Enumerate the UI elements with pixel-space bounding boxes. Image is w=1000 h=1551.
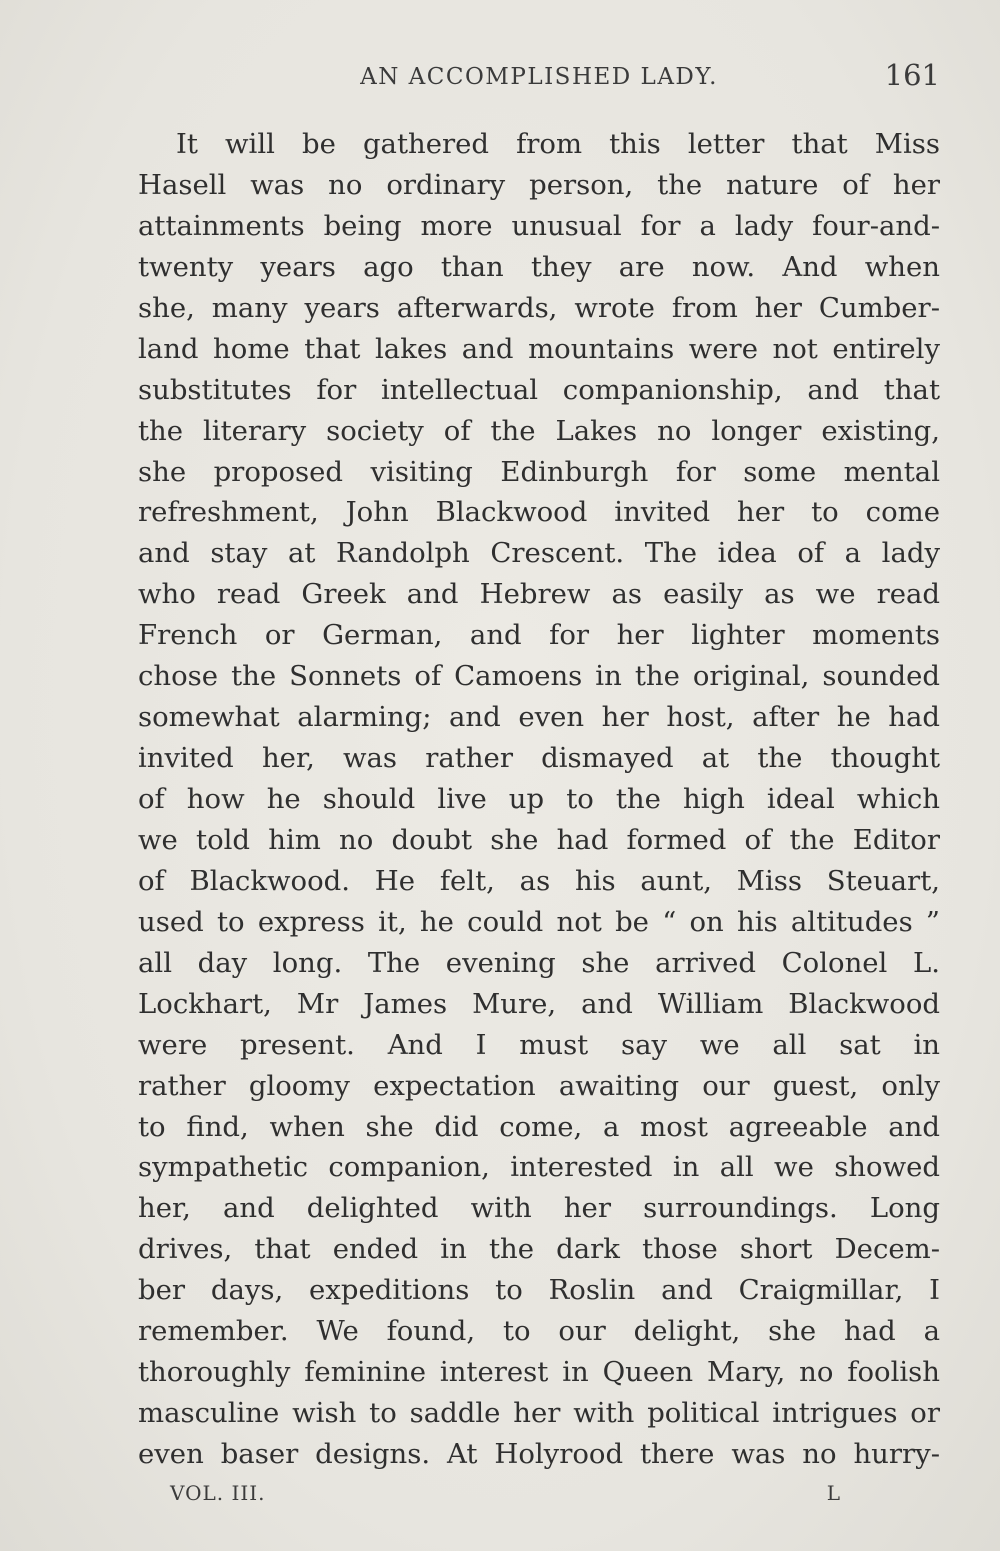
text-line: of how he should live up to the high ideal which	[138, 783, 940, 815]
text-line: drives, that ended in the dark those short Decem-	[138, 1233, 940, 1266]
text-line: French or German, and for her lighter moments	[138, 619, 940, 652]
text-line: even baser designs. At Holyrood there was no hurry-	[138, 1438, 940, 1470]
text-line: she, many years afterwards, wrote from her Cumber-	[138, 291, 940, 324]
text-line: land home that lakes and mountains were not entirely	[138, 332, 940, 365]
text-line: somewhat alarming; and even her host, after he had	[138, 701, 940, 734]
text-line: It will be gathered from this letter that Miss	[176, 128, 940, 160]
text-line: ber days, expeditions to Roslin and Craigmillar, I	[138, 1274, 940, 1307]
text-line: attainments being more unusual for a lady four-and-	[138, 209, 940, 242]
text-line: remember. We found, to our delight, she had a	[138, 1315, 940, 1348]
text-line: twenty years ago than they are now. And when	[138, 250, 940, 283]
text-line: were present. And I must say we all sat in	[138, 1028, 940, 1061]
text-line: thoroughly feminine interest in Queen Mary, no foolish	[138, 1356, 940, 1389]
text-line: rather gloomy expectation awaiting our guest, only	[138, 1069, 940, 1102]
page-number: 161	[884, 58, 940, 92]
text-line: refreshment, John Blackwood invited her to come	[138, 496, 940, 529]
text-line: used to express it, he could not be “ on his altitudes ”	[138, 905, 940, 938]
body-text	[138, 124, 940, 1475]
volume-signature: VOL. III.	[170, 1481, 266, 1505]
text-line: we told him no doubt she had formed of the Editor	[138, 823, 940, 856]
text-line: of Blackwood. He felt, as his aunt, Miss Steuart,	[138, 864, 940, 897]
text-line: to find, when she did come, a most agreeable and	[138, 1110, 940, 1143]
text-line: chose the Sonnets of Camoens in the original, sounded	[138, 660, 940, 693]
text-line: she proposed visiting Edinburgh for some mental	[138, 455, 940, 488]
text-line: Lockhart, Mr James Mure, and William Blackwood	[138, 987, 940, 1020]
text-line: and stay at Randolph Crescent. The idea of a lady	[138, 537, 940, 570]
page-footer	[170, 1481, 840, 1515]
text-line: masculine wish to saddle her with political intrigues or	[138, 1397, 940, 1430]
running-title: AN ACCOMPLISHED LADY.	[360, 64, 718, 90]
text-line: substitutes for intellectual companionship, and that	[138, 373, 940, 406]
text-line: who read Greek and Hebrew as easily as we read	[138, 578, 940, 611]
running-head	[138, 58, 940, 98]
text-line: the literary society of the Lakes no longer existing,	[138, 414, 940, 447]
text-line: sympathetic companion, interested in all we showed	[138, 1151, 940, 1184]
text-line: all day long. The evening she arrived Colonel L.	[138, 946, 940, 979]
text-line: Hasell was no ordinary person, the nature of her	[138, 168, 940, 201]
text-line: invited her, was rather dismayed at the thought	[138, 742, 940, 775]
signature-mark: L	[826, 1481, 840, 1505]
text-line: her, and delighted with her surroundings. Long	[138, 1192, 940, 1225]
